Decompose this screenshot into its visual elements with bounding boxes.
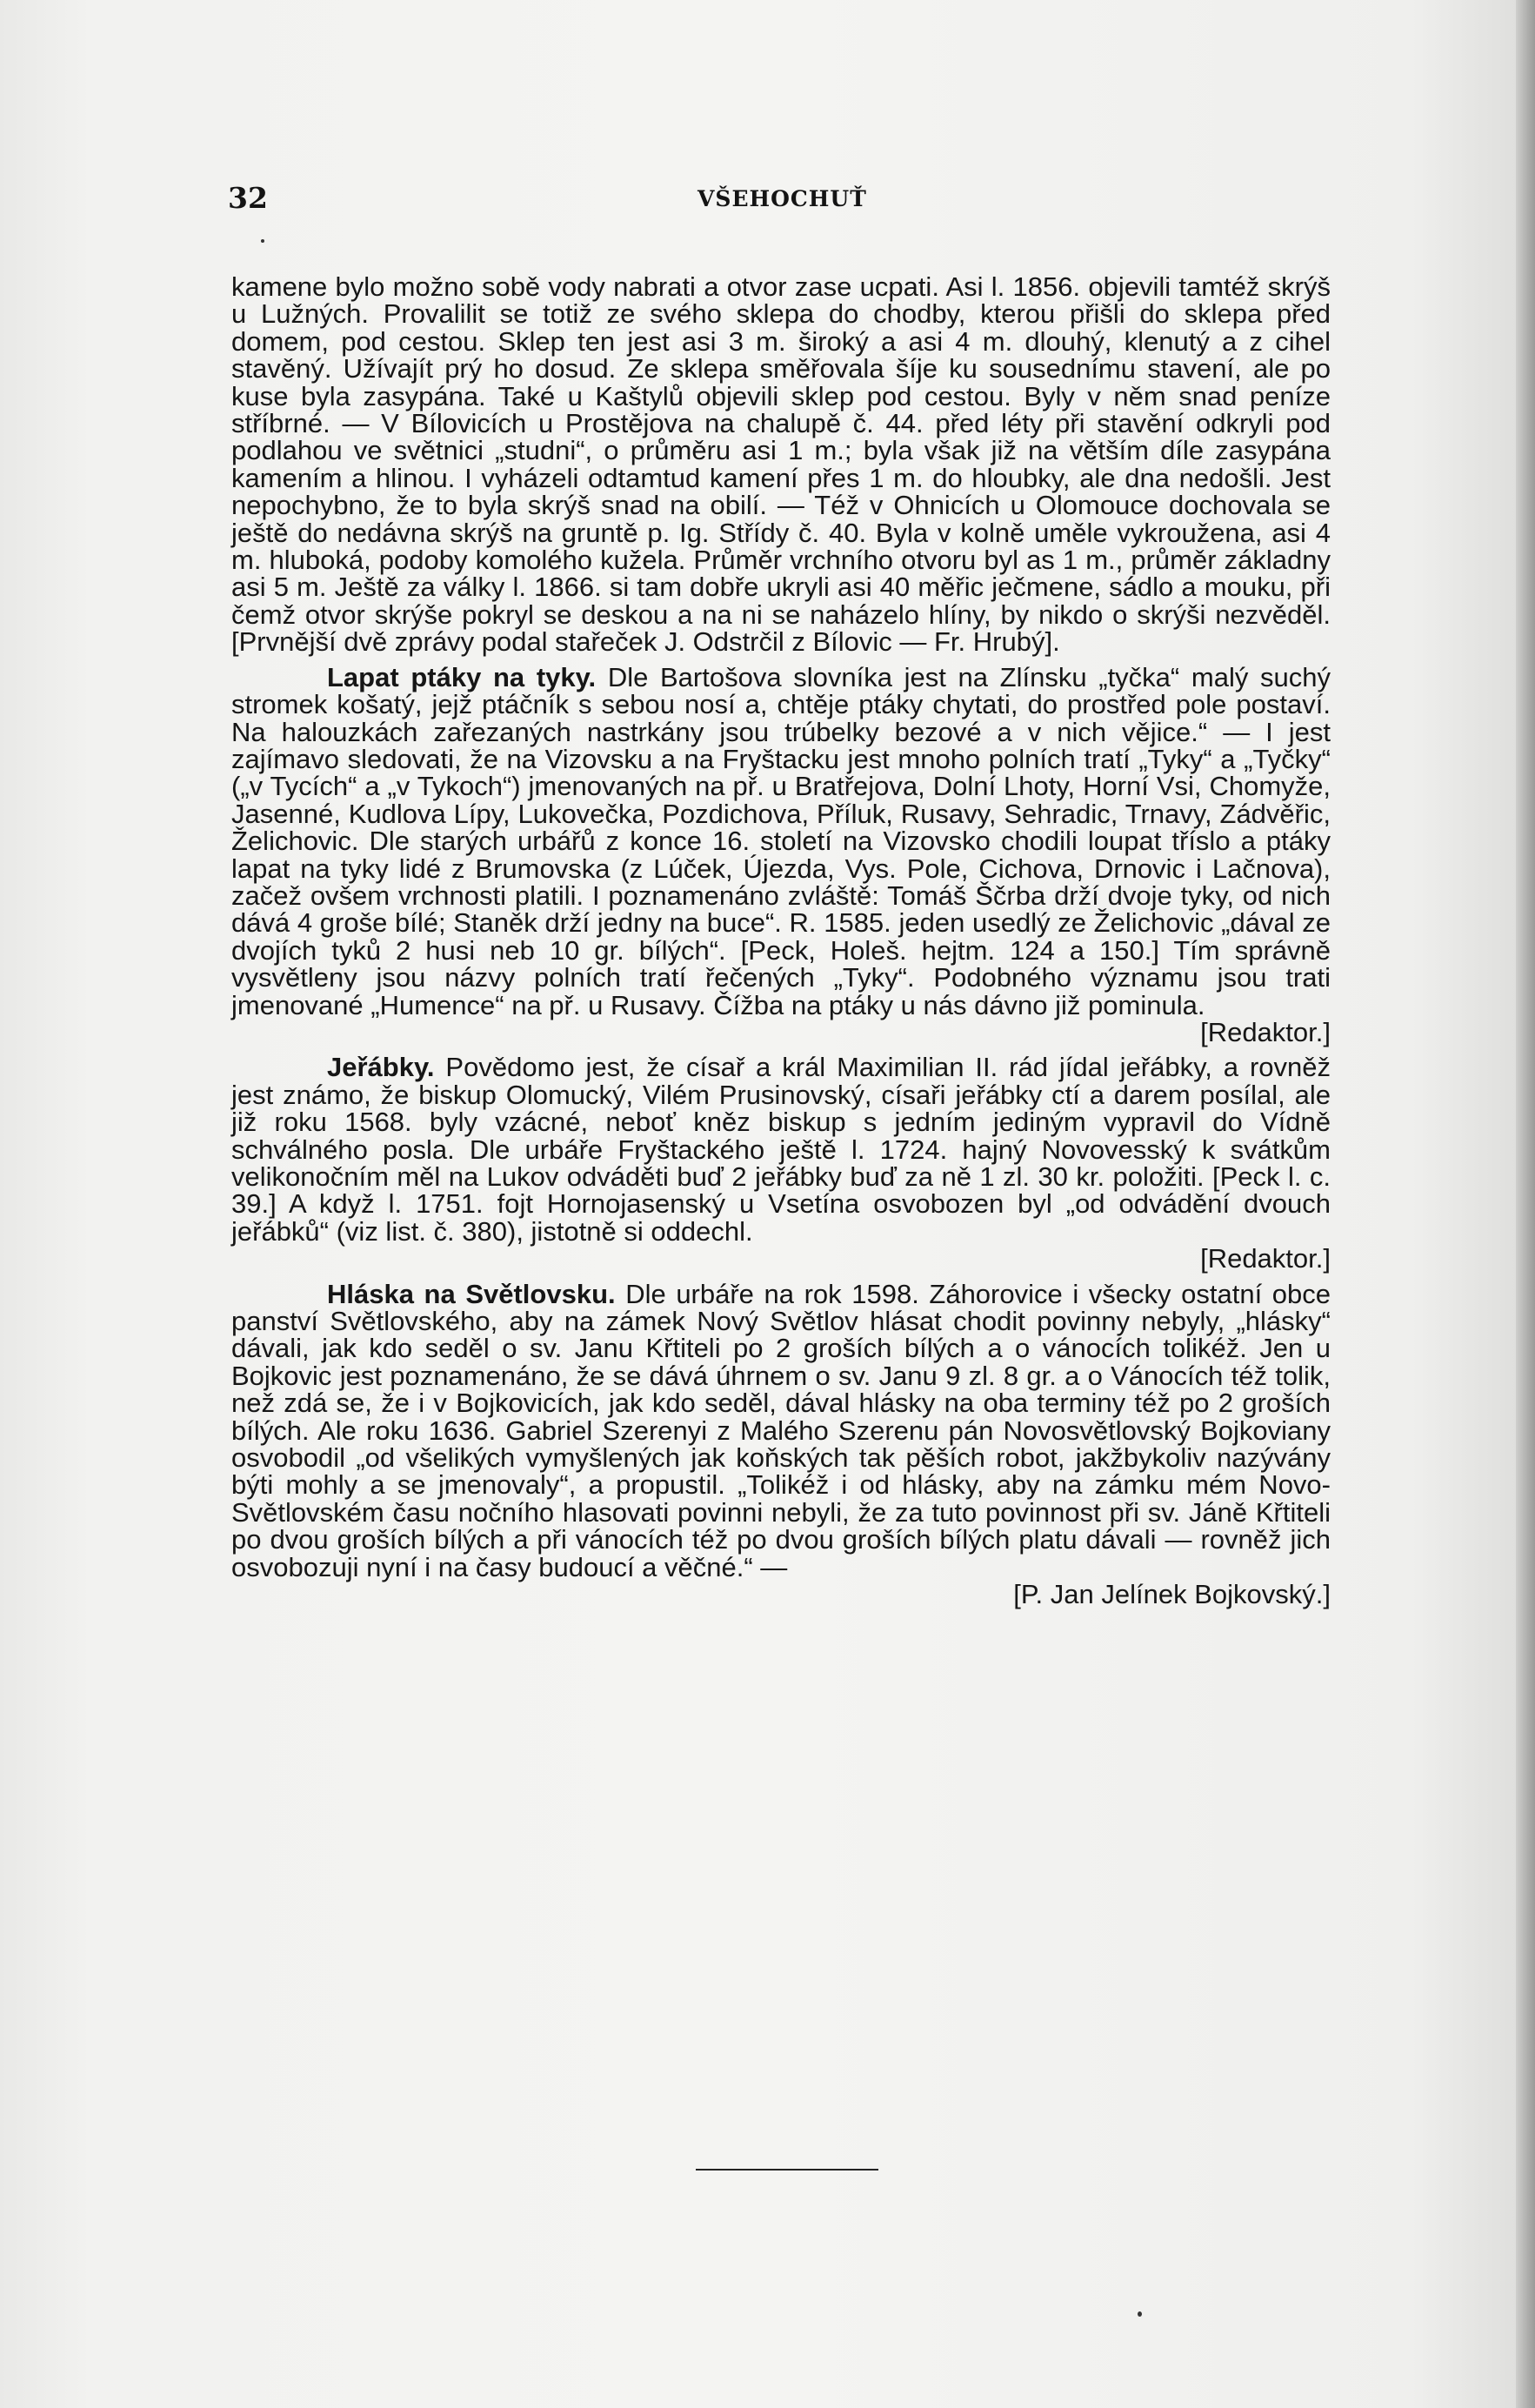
section-end-rule	[696, 2169, 878, 2171]
entry-lapat-ptaky	[231, 661, 1331, 1047]
ink-speck	[261, 239, 264, 243]
entry-heading: Jeřábky.	[327, 1052, 435, 1083]
paragraph-continuation	[231, 273, 1331, 656]
page-header	[228, 181, 1332, 223]
entry-heading: Hláska na Světlovsku.	[327, 1278, 616, 1309]
page-number: 32	[228, 181, 268, 215]
entry-jerabky	[231, 1054, 1331, 1272]
entry-signature: [P. Jan Jelínek Bojkovský.]	[1013, 1579, 1331, 1610]
page-edge-shadow	[1516, 0, 1535, 2408]
entry-text: Dle Bartošova slovníka jest na Zlínsku „tyčka“ malý suchý stromek košatý, jejž ptáčník s sebou nosí a, chtěje ptáky chytati, do prostřed pole postaví. Na halouzkách zařezaných nastrkány jsou trúbelky bezové a v nich vějice.“ — I jest zajímavo sledovati, že na Vizovsku a na Fryštacku jest mnoho polních tratí „Tyky“ a „Tyčky“ („v Tycích“ a „v Tykoch“) jmenovaných na př. u Bratřejova, Dolní Lhoty, Horní Vsi, Chomyže, Jasenné, Kudlova Lípy, Lukovečka, Pozdichova, Příluk, Rusavy, Sehradic, Trnavy, Zádvěřic, Želichovic. Dle starých urbářů z konce 16. století na Vizovsko chodili loupat tříslo a ptáky lapat na tyky lidé z Brumovska (z Lúček, Újezda, Vys. Pole, Cichova, Drnovic i Lačnova), začež ovšem vrchnosti platili. I poznamenáno zvláště: Tomáš Ščrba drží dvoje tyky, od nich dává 4 groše bílé; Staněk drží jedny na buce“. R. 1585. jeden usedlý ze Želichovic „dával ze dvojích tyků 2 husi neb 10 gr. bílých“. [Peck, Holeš. hejtm. 124 a 150.] Tím správně vysvětleny jsou názvy polních tratí řečených „Tyky“. Podobného významu jsou trati jmenované „Humence“ na př. u Rusavy. Čížba na ptáky u nás dávno již pominula.	[231, 661, 1331, 1020]
entry-text: Povědomo jest, že císař a král Maximilian II. rád jídal jeřábky, a rovněž jest známo, že biskup Olomucký, Vilém Prusinovský, císaři jeřábky ctí a darem posílal, ale již roku 1568. byly vzácné, neboť kněz biskup s jedním jediným vypravil do Vídně schválného posla. Dle urbáře Fryštackého ještě l. 1724. hajný Novovesský k svátkům velikonočním měl na Lukov odváděti buď 2 jeřábky buď za ně 1 zl. 30 kr. položiti. [Peck l. c. 39.] A když l. 1751. fojt Hornojasenský u Vsetína osvobozen byl „od odvádění dvouch jeřábků“ (viz list. č. 380), jistotně si oddechl.	[231, 1052, 1331, 1247]
entry-hlaska	[231, 1278, 1331, 1610]
entry-signature: [Redaktor.]	[1200, 1243, 1331, 1274]
ink-speck	[1138, 2311, 1142, 2317]
body-text	[231, 273, 1331, 1609]
entry-signature: [Redaktor.]	[1200, 1016, 1331, 1047]
paragraph-text: kamene bylo možno sobě vody nabrati a otvor zase ucpati. Asi l. 1856. objevili tamtéž skrýš u Lužných. Provalilit se totiž ze svého sklepa do chodby, kterou přišli do sklepa před domem, pod cestou. Sklep ten jest asi 3 m. široký a asi 4 m. dlouhý, klenutý a z cihel stavěný. Užívajít prý ho dosud. Ze sklepa směřovala šíje ku sousednímu stavení, ale po kuse byla zasypána. Také u Kaštylů objevili sklep pod cestou. Byly v něm snad peníze stříbrné. — V Bílovicích u Prostějova na chalupě č. 44. před léty při stavění odkryli pod podlahou ve světnici „studni“, o průměru asi 1 m.; byla však již na větším díle zasypána kamením a hlinou. I vyházeli odtamtud kamení přes 1 m. do hloubky, ale dna nedošli. Jest nepochybno, že to byla skrýš snad na obilí. — Též v Ohnicích u Olomouce dochovala se ještě do nedávna skrýš na gruntě p. Ig. Střídy č. 40. Byla v kolně uměle vykroužena, asi 4 m. hluboká, podoby komolého kužela. Průměr vrchního otvoru byl as 1 m., průměr základny asi 5 m. Ještě za války l. 1866. si tam dobře ukryli asi 40 měřic ječmene, sádlo a mouku, při čemž otvor skrýše pokryl se deskou a na ni se naházelo hlíny, by nikdo o skrýši nezvěděl. [Prvnější dvě zprávy podal stařeček J. Odstrčil z Bílovic — Fr. Hrubý].	[231, 271, 1331, 658]
entry-heading: Lapat ptáky na tyky.	[327, 661, 597, 692]
entry-text: Dle urbáře na rok 1598. Záhorovice i všecky ostatní obce panství Světlovského, aby na zámek Nový Světlov hlásat chodit povinny nebyly, „hlásky“ dávali, jak kdo seděl o sv. Janu Křtiteli po 2 groších bílých a o vánocích tolikéž. Jen u Bojkovic jest poznamenáno, že se dává úhrnem o sv. Janu 9 zl. 8 gr. a o Vánocích též tolik, než zdá se, že i v Bojkovicích, jak kdo seděl, dával hlásky na oba terminy též po 2 groších bílých. Ale roku 1636. Gabriel Szerenyi z Malého Szerenu pán Novosvětlovský Bojkoviany osvobodil „od všelikých vymyšlených jak koňských tak pěších robot, jakžbykoliv nazývány býti mohly a se jmenovaly“, a propustil. „Tolikéž i od hlásky, aby na zámku mém Novo-Světlovském času nočního hlasovati povinni nebyli, že za tuto povinnost při sv. Jáně Křtiteli po dvou groších bílých a při vánocích též po dvou groších bílých platu dávali — rovněž jich osvobozuji nyní i na časy budoucí a věčné.“ —	[231, 1278, 1331, 1582]
running-head: VŠEHOCHUŤ	[697, 186, 867, 211]
